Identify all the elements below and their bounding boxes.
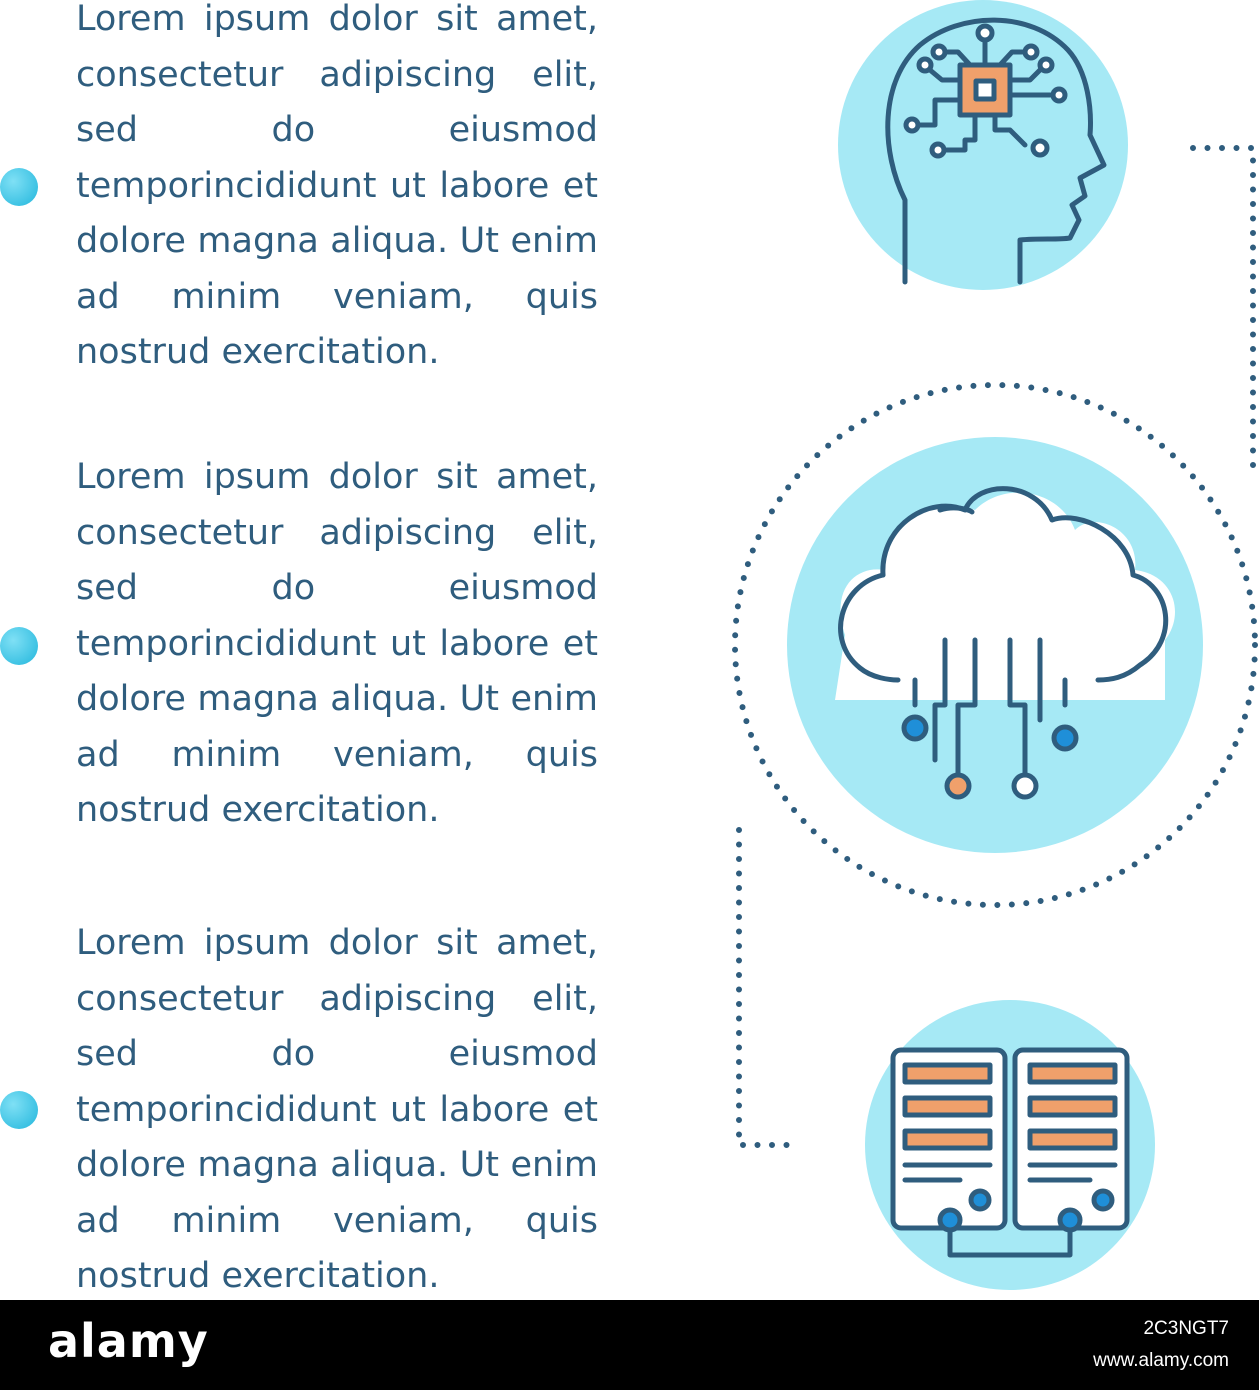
brand-logo: alamy: [48, 1314, 209, 1368]
paragraph-2: Lorem ipsum dolor sit amet, consectetur adipiscing elit, sed do eiusmod temporincididunt ut labore et dolore magna aliqua. Ut enim ad minim veniam, quis nostrud exercitation.: [76, 457, 598, 830]
site-url: www.alamy.com: [1093, 1350, 1229, 1371]
server-icon: [865, 1000, 1155, 1290]
paragraph-3: Lorem ipsum dolor sit amet, consectetur adipiscing elit, sed do eiusmod temporincididunt ut labore et dolore magna aliqua. Ut enim ad minim veniam, quis nostrud exercitation.: [76, 923, 598, 1296]
image-id: 2C3NGT7: [1143, 1318, 1229, 1339]
paragraph-1: Lorem ipsum dolor sit amet, consectetur adipiscing elit, sed do eiusmod temporincididunt ut labore et dolore magna aliqua. Ut enim ad minim veniam, quis nostrud exercitation.: [76, 0, 598, 372]
cloud-computing-icon: [787, 437, 1203, 853]
ai-head-icon: [838, 0, 1128, 290]
